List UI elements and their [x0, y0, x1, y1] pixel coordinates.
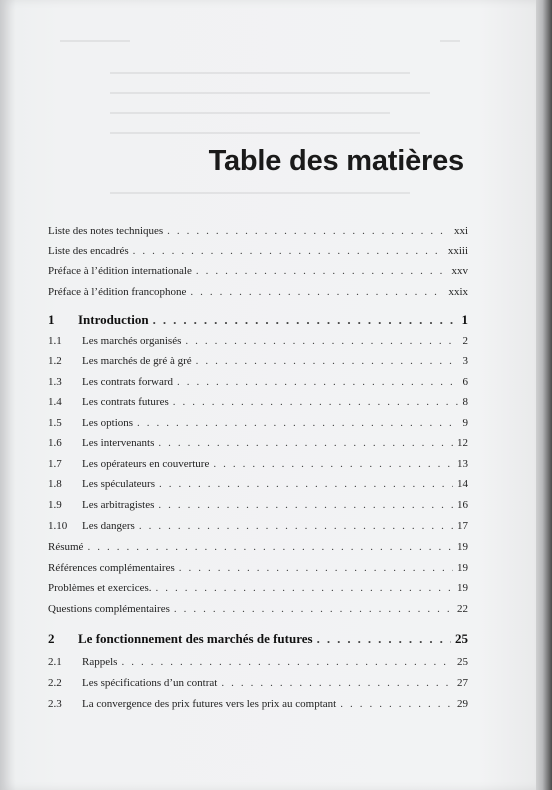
- toc-section[interactable]: [48, 677, 468, 695]
- entry-title: Questions complémentaires: [48, 603, 170, 615]
- dot-leader: [177, 376, 458, 388]
- chapter-number: 1: [48, 312, 55, 327]
- section-number: 1.3: [48, 376, 62, 388]
- entry-page: 22: [457, 603, 468, 615]
- dot-leader: [156, 582, 453, 594]
- toc-section[interactable]: [48, 478, 468, 496]
- section-title: Les contrats futures: [82, 396, 169, 408]
- dot-leader: [139, 520, 453, 532]
- entry-title: Liste des notes techniques: [48, 225, 164, 237]
- chapter-number: 2: [48, 631, 55, 646]
- section-title: Les dangers: [82, 520, 135, 532]
- entry-page: xxiii: [447, 245, 468, 257]
- toc-section[interactable]: [48, 417, 468, 435]
- section-number: 1.5: [48, 417, 62, 429]
- section-number: 1.10: [48, 520, 68, 532]
- entry-title: Références complémentaires: [48, 562, 175, 574]
- entry-page: xxix: [448, 286, 468, 298]
- dot-leader: [153, 312, 458, 328]
- toc-entry[interactable]: [48, 225, 468, 243]
- section-page: 16: [457, 499, 468, 511]
- dot-leader: [185, 335, 458, 347]
- section-title: Les marchés de gré à gré: [82, 355, 192, 367]
- toc-entry[interactable]: [48, 603, 468, 621]
- entry-page: 19: [457, 562, 468, 574]
- section-number: 2.2: [48, 677, 62, 689]
- entry-title: Problèmes et exercices.: [48, 582, 152, 594]
- toc-section[interactable]: [48, 458, 468, 476]
- section-page: 25: [457, 656, 468, 668]
- dot-leader: [159, 478, 453, 490]
- section-page: 13: [457, 458, 468, 470]
- chapter-title: Le fonctionnement des marchés de futures: [78, 631, 313, 646]
- dot-leader: [340, 698, 453, 710]
- section-number: 1.2: [48, 355, 62, 367]
- toc-entry[interactable]: [48, 541, 468, 559]
- section-page: 17: [457, 520, 468, 532]
- entry-title: Résumé: [48, 541, 84, 553]
- section-number: 2.3: [48, 698, 62, 710]
- toc-section[interactable]: [48, 335, 468, 353]
- toc-section[interactable]: [48, 499, 468, 517]
- dot-leader: [121, 656, 453, 668]
- section-title: Les opérateurs en couverture: [82, 458, 210, 470]
- entry-page: xxi: [453, 225, 468, 237]
- toc-entry[interactable]: [48, 582, 468, 600]
- toc-entry[interactable]: [48, 245, 468, 263]
- section-number: 2.1: [48, 656, 62, 668]
- section-title: Les spéculateurs: [82, 478, 155, 490]
- toc-section[interactable]: [48, 698, 468, 716]
- section-number: 1.7: [48, 458, 62, 470]
- page-edge: [536, 0, 552, 790]
- dot-leader: [137, 417, 458, 429]
- section-title: Les options: [82, 417, 134, 429]
- section-title: Les contrats forward: [82, 376, 174, 388]
- section-number: 1.6: [48, 437, 62, 449]
- dot-leader: [196, 355, 459, 367]
- entry-page: 19: [457, 541, 468, 553]
- chapter-page: 25: [455, 631, 468, 646]
- dot-leader: [174, 603, 453, 615]
- section-page: 14: [457, 478, 468, 490]
- toc-entry[interactable]: [48, 265, 468, 283]
- entry-title: Préface à l’édition francophone: [48, 286, 187, 298]
- dot-leader: [173, 396, 459, 408]
- section-page: 9: [462, 417, 468, 429]
- section-page: 29: [457, 698, 468, 710]
- section-page: 3: [462, 355, 468, 367]
- section-page: 6: [462, 376, 468, 388]
- toc-entry[interactable]: [48, 286, 468, 304]
- chapter-page: 1: [461, 312, 468, 327]
- chapter-title: Introduction: [78, 312, 149, 327]
- section-number: 1.4: [48, 396, 62, 408]
- section-page: 8: [462, 396, 468, 408]
- toc-section[interactable]: [48, 437, 468, 455]
- section-page: 2: [462, 335, 468, 347]
- section-title: La convergence des prix futures vers les prix au comptant: [82, 698, 337, 710]
- section-title: Rappels: [82, 656, 118, 668]
- section-title: Les spécifications d’un contrat: [82, 677, 218, 689]
- entry-title: Liste des encadrés: [48, 245, 129, 257]
- dot-leader: [133, 245, 444, 257]
- dot-leader: [87, 541, 453, 553]
- toc-section[interactable]: [48, 396, 468, 414]
- toc-section[interactable]: [48, 376, 468, 394]
- section-page: 27: [457, 677, 468, 689]
- section-title: Les intervenants: [82, 437, 155, 449]
- show-through-text: [0, 0, 536, 230]
- section-title: Les marchés organisés: [82, 335, 182, 347]
- section-number: 1.8: [48, 478, 62, 490]
- toc-section[interactable]: [48, 520, 468, 538]
- page-title: Table des matières: [208, 145, 464, 177]
- toc-chapter-2[interactable]: [48, 631, 468, 649]
- dot-leader: [179, 562, 453, 574]
- section-number: 1.9: [48, 499, 62, 511]
- dot-leader: [158, 499, 453, 511]
- dot-leader: [221, 677, 453, 689]
- toc-entry[interactable]: [48, 562, 468, 580]
- dot-leader: [158, 437, 453, 449]
- section-title: Les arbitragistes: [82, 499, 155, 511]
- toc-section[interactable]: [48, 656, 468, 674]
- dot-leader: [213, 458, 453, 470]
- section-page: 12: [457, 437, 468, 449]
- dot-leader: [190, 286, 444, 298]
- entry-title: Préface à l’édition internationale: [48, 265, 192, 277]
- toc-section[interactable]: [48, 355, 468, 373]
- entry-page: 19: [457, 582, 468, 594]
- entry-page: xxv: [451, 265, 468, 277]
- dot-leader: [167, 225, 450, 237]
- section-number: 1.1: [48, 335, 62, 347]
- toc-chapter-1[interactable]: [48, 312, 468, 330]
- dot-leader: [196, 265, 448, 277]
- dot-leader: [317, 631, 451, 647]
